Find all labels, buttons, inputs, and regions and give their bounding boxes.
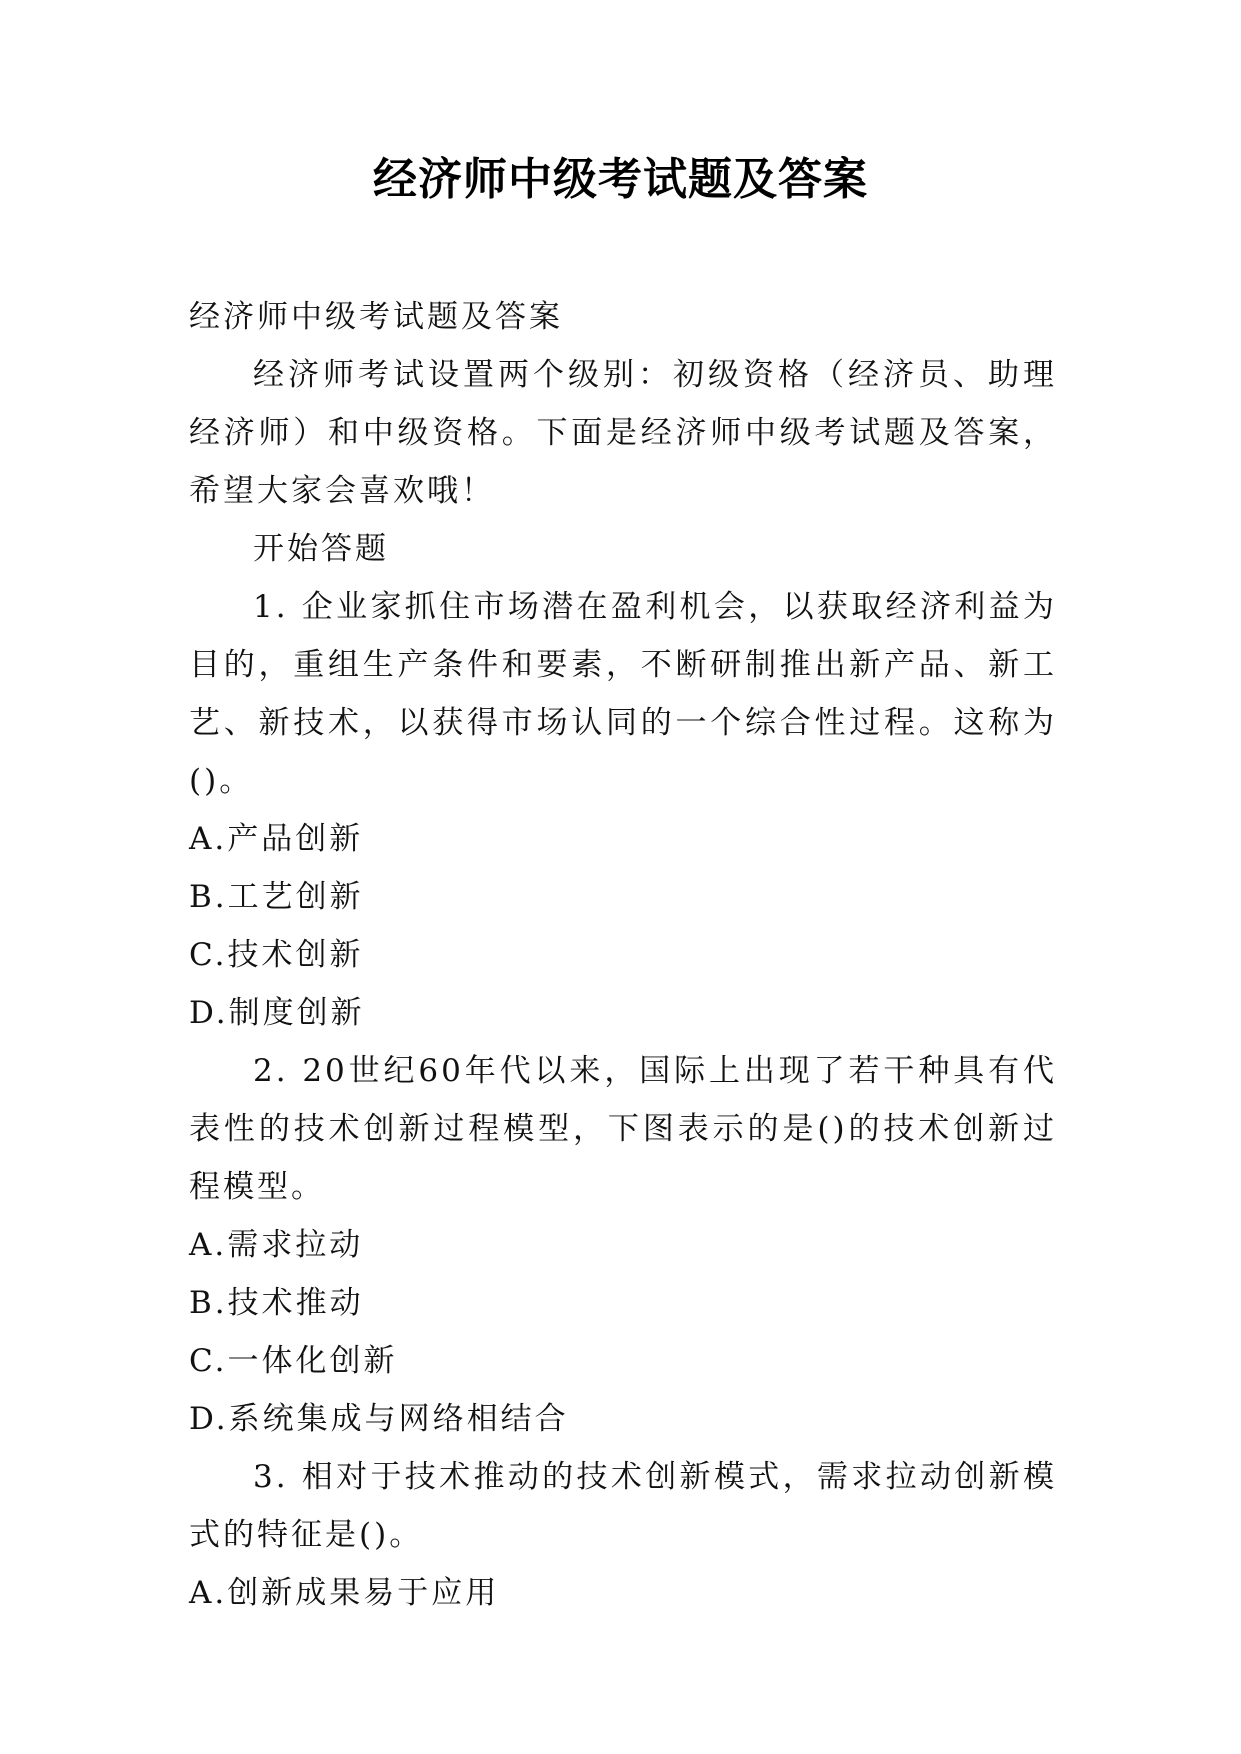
start-label: 开始答题 — [253, 531, 389, 567]
question-3: 3. 相对于技术推动的技术创新模式，需求拉动创新模式的特征是()。 — [189, 1459, 1057, 1553]
question-3-option-a: A.创新成果易于应用 — [189, 1575, 500, 1611]
document-title: 经济师中级考试题及答案 — [373, 154, 868, 205]
question-2-option-d: D.系统集成与网络相结合 — [189, 1401, 569, 1437]
intro-paragraph: 经济师考试设置两个级别：初级资格（经济员、助理经济师）和中级资格。下面是经济师中级考试题及答案，希望大家会喜欢哦！ — [189, 357, 1057, 509]
document-body — [189, 288, 1057, 1622]
question-2-option-a: A.需求拉动 — [189, 1227, 364, 1263]
question-2-option-c: C.一体化创新 — [189, 1343, 398, 1379]
question-2-option-b: B.技术推动 — [189, 1285, 364, 1321]
question-1: 1. 企业家抓住市场潜在盈利机会，以获取经济利益为目的，重组生产条件和要素，不断研制推出新产品、新工艺、新技术，以获得市场认同的一个综合性过程。这称为()。 — [189, 589, 1057, 799]
question-1-option-d: D.制度创新 — [189, 995, 365, 1031]
question-1-option-b: B.工艺创新 — [189, 879, 364, 915]
question-2: 2. 20世纪60年代以来，国际上出现了若干种具有代表性的技术创新过程模型，下图表示的是()的技术创新过程模型。 — [189, 1053, 1057, 1205]
question-1-option-c: C.技术创新 — [189, 937, 364, 973]
question-1-option-a: A.产品创新 — [189, 821, 364, 857]
document-subtitle: 经济师中级考试题及答案 — [189, 299, 563, 335]
